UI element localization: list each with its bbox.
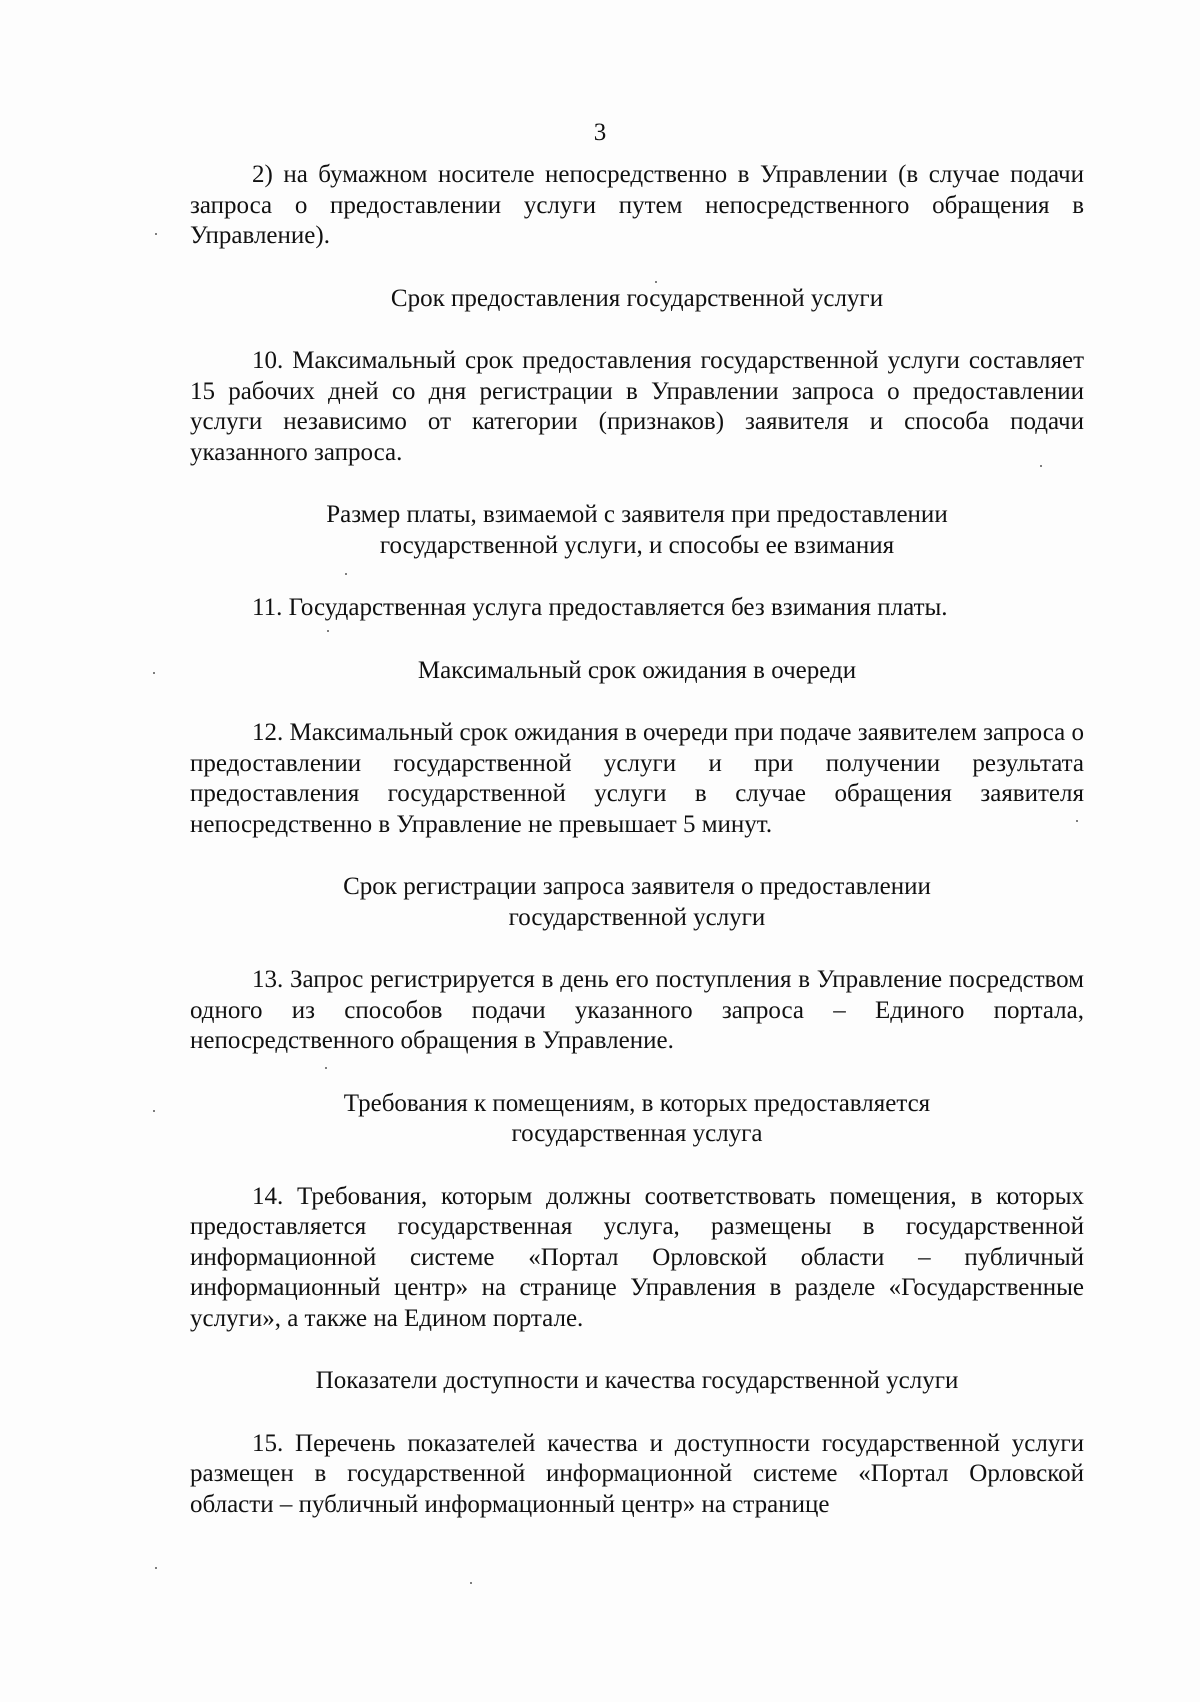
paragraph-11: 11. Государственная услуга предоставляется без взимания платы.: [252, 594, 948, 621]
scan-speck: [153, 672, 155, 674]
heading-line: Срок регистрации запроса заявителя о предоставлении: [343, 873, 931, 900]
scan-speck: [155, 1567, 157, 1569]
section-heading-fee: [190, 500, 1084, 561]
heading-line: Срок предоставления государственной услуги: [390, 284, 884, 312]
heading-line: Размер платы, взимаемой с заявителя при предоставлении: [326, 501, 948, 528]
scan-speck: [345, 573, 347, 575]
heading-line: государственной услуги: [508, 903, 766, 931]
paragraph-13: 13. Запрос регистрируется в день его поступления в Управление посредством одного из способов подачи указанного запроса – Единого портала, непосредственного обращения в Управление.: [190, 966, 1084, 1054]
paragraph-12: 12. Максимальный срок ожидания в очереди при подаче заявителем запроса о предоставлении государственной услуги и при получении результата предоставления государственной услуги в случае обращения заявителя непосредственно в Управление не превышает 5 минут.: [190, 719, 1084, 838]
heading-line: Максимальный срок ожидания в очереди: [417, 656, 857, 684]
section-heading-registration: [190, 872, 1084, 933]
paragraph-10: 10. Максимальный срок предоставления государственной услуги составляет 15 рабочих дней со дня регистрации в Управлении запроса о предоставлении услуги независимо от категории (признаков) заявителя и способа подачи указанного запроса.: [190, 347, 1084, 466]
scan-speck: [327, 630, 329, 632]
scan-speck: [655, 281, 657, 283]
document-body: [190, 160, 1084, 1520]
heading-line: Показатели доступности и качества государственной услуги: [315, 1367, 959, 1394]
heading-line: государственной услуги, и способы ее взимания: [379, 531, 895, 559]
scan-speck: [470, 1582, 472, 1584]
scan-speck: [1040, 465, 1042, 467]
heading-line: государственная услуга: [511, 1120, 763, 1147]
scan-speck: [325, 1067, 327, 1069]
section-heading-premises: [190, 1089, 1084, 1150]
paragraph-15: 15. Перечень показателей качества и доступности государственной услуги размещен в государственной информационной системе «Портал Орловской области – публичный информационный центр» на странице: [190, 1429, 1084, 1518]
heading-line: Требования к помещениям, в которых предоставляется: [343, 1089, 931, 1117]
section-heading-service-term: [190, 284, 1084, 315]
page-number: 3: [593, 119, 607, 146]
scan-speck: [155, 233, 157, 235]
paragraph-item-2: 2) на бумажном носителе непосредственно в Управлении (в случае подачи запроса о предоставлении услуги путем непосредственного обращения в Управление).: [190, 161, 1084, 249]
section-heading-queue: [190, 656, 1084, 687]
paragraph-14: 14. Требования, которым должны соответствовать помещения, в которых предоставляется государственная услуга, размещены в государственной информационной системе «Портал Орловской области – публичный информационный центр» на странице Управления в разделе «Государственные услуги», а также на Едином портале.: [190, 1182, 1084, 1332]
scan-speck: [153, 1110, 155, 1112]
section-heading-quality: [190, 1366, 1084, 1397]
scan-speck: [1076, 820, 1078, 822]
